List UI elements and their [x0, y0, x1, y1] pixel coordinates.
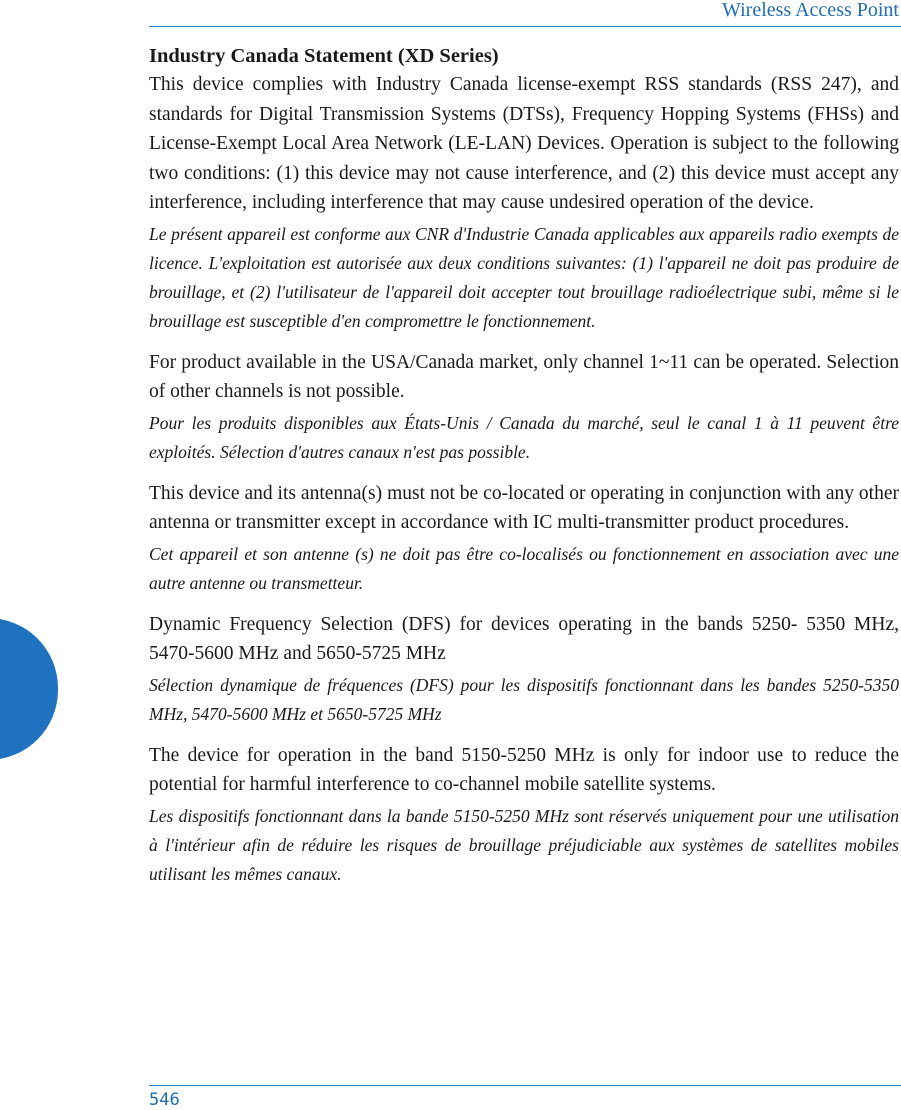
french-paragraph: Cet appareil et son antenne (s) ne doit pas être co-localisés ou fonctionnement en association avec une autre antenne ou transmetteur.	[149, 543, 899, 593]
statement-block-1	[149, 70, 899, 336]
english-paragraph: The device for operation in the band 5150-5250 MHz is only for indoor use to reduce the potential for harmful interference to co-channel mobile satellite systems.	[149, 744, 899, 795]
section-heading: Industry Canada Statement (XD Series)	[149, 45, 499, 67]
page-content	[149, 42, 899, 889]
french-paragraph: Le présent appareil est conforme aux CNR d'Industrie Canada applicables aux appareils radio exempts de licence. L'exploitation est autorisée aux deux conditions suivantes: (1) l'appareil ne doit pas produire de brouillage, et (2) l'utilisateur de l'appareil doit accepter tout brouillage radioélectrique subi, même si le brouillage est susceptible d'en compromettre le fonctionnement.	[149, 223, 899, 331]
french-paragraph: Sélection dynamique de fréquences (DFS) pour les dispositifs fonctionnant dans les bandes 5250-5350 MHz, 5470-5600 MHz et 5650-5725 MHz	[149, 674, 899, 724]
footer-divider	[149, 1085, 901, 1086]
english-paragraph: Dynamic Frequency Selection (DFS) for devices operating in the bands 5250- 5350 MHz, 5470-5600 MHz and 5650-5725 MHz	[149, 613, 899, 664]
english-paragraph: This device complies with Industry Canada license-exempt RSS standards (RSS 247), and standards for Digital Transmission Systems (DTSs), Frequency Hopping Systems (FHSs) and License-Exempt Local Area Network (LE-LAN) Devices. Operation is subject to the following two conditions: (1) this device may not cause interference, and (2) this device must accept any interference, including interference that may cause undesired operation of the device.	[149, 74, 899, 213]
english-paragraph: For product available in the USA/Canada market, only channel 1~11 can be operated. Selection of other channels is not possible.	[149, 351, 899, 402]
french-paragraph: Les dispositifs fonctionnant dans la bande 5150-5250 MHz sont réservés uniquement pour une utilisation à l'intérieur afin de réduire les risques de brouillage préjudiciable aux systèmes de satellites mobiles utilisant les mêmes canaux.	[149, 805, 899, 884]
statement-block-3	[149, 479, 899, 598]
running-header-title: Wireless Access Point	[722, 0, 899, 21]
french-paragraph: Pour les produits disponibles aux États-Unis / Canada du marché, seul le canal 1 à 11 peuvent être exploités. Sélection d'autres canaux n'est pas possible.	[149, 412, 899, 462]
statement-block-4	[149, 610, 899, 729]
statement-block-5	[149, 741, 899, 889]
statement-block-2	[149, 348, 899, 467]
english-paragraph: This device and its antenna(s) must not be co-located or operating in conjunction with any other antenna or transmitter except in accordance with IC multi-transmitter product procedures.	[149, 482, 899, 533]
page-number: 546	[149, 1090, 180, 1110]
header-divider	[149, 26, 901, 27]
chapter-side-tab	[0, 618, 58, 760]
